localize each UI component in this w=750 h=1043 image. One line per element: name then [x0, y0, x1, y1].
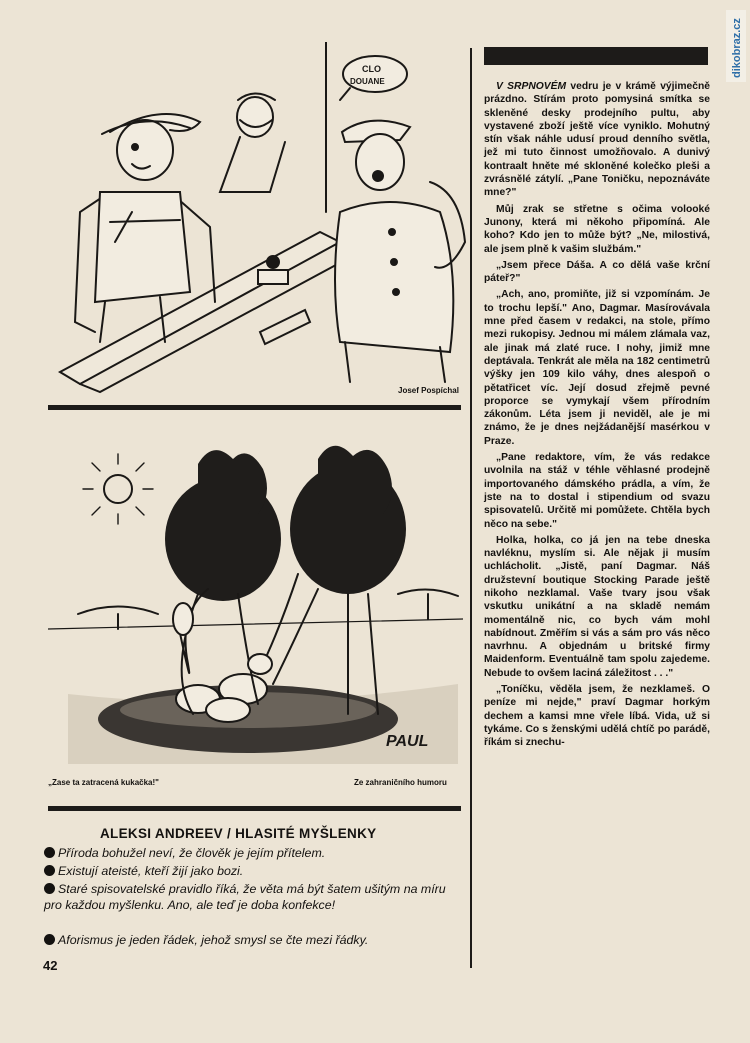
- aphorism-3: Staré spisovatelské pravidlo říká, že věta má být šatem ušitým na míru pro každou myšlenku. Ano, ale teď je doba konfekce!: [44, 882, 446, 912]
- aphorisms-divider: [48, 806, 461, 811]
- column-divider: [470, 48, 472, 968]
- story-column: [484, 80, 710, 753]
- aphorism-4: Aforismus je jeden řádek, jehož smysl se čte mezi řádky.: [44, 932, 462, 948]
- sign-text-clo: CLO: [362, 64, 381, 74]
- cartoon2-signature: PAUL: [386, 733, 429, 750]
- aphorism-1: Příroda bohužel neví, že člověk je jejím přítelem.: [44, 845, 462, 861]
- cartoon-customs: [40, 42, 468, 402]
- bullet-icon: [44, 847, 55, 858]
- page-number: 42: [43, 958, 58, 973]
- svg-text:dikobraz.cz: dikobraz.cz: [731, 18, 743, 78]
- bullet-icon: [44, 883, 55, 894]
- aphorism-2: Existují ateisté, kteří žijí jako bozi.: [44, 863, 462, 879]
- story-paragraph-7: „Toníčku, věděla jsem, že nezklameš. O peníze mi nejde," praví Dagmar horkým dechem a kamsi mne vřele líbá. Vida, už si tykáme. Co s ženskými udělá chtíč po parádě, říkám si znechu-: [484, 684, 710, 749]
- sign-text-douane: DOUANE: [350, 77, 385, 86]
- story-paragraph-5: „Pane redaktore, vím, že vás redakce uvolnila na stáž v téhle věhlasné prodejně importovaného dámského prádla, a vím, že jste na to dostal i stipendium od svazu spisovatelů. Určitě mi pomůžete. Chtěla bych něco na sebe.": [484, 452, 710, 530]
- cartoon2-caption: „Zase ta zatracená kukačka!": [48, 778, 159, 787]
- watermark: [726, 10, 746, 82]
- story-paragraph-3: „Jsem přece Dáša. A co dělá vaše krční páteř?": [484, 259, 710, 285]
- cartoon2-source: Ze zahraničního humoru: [354, 778, 447, 787]
- bullet-icon: [44, 934, 55, 945]
- aphorisms-title: ALEKSI ANDREEV / HLASITÉ MYŠLENKY: [100, 826, 377, 841]
- story-paragraph-2: Můj zrak se střetne s očima volooké Junony, která mi někoho připomíná. Ale koho? Kdo jen to může být? „Ne, milostivá, ale jsem plně k vašim službám.": [484, 203, 710, 255]
- story-lead: V SRPNOVÉM: [496, 81, 567, 92]
- story-paragraph-6: Holka, holka, co já jen na tebe dneska navléknu, myslím si. Ale nějak ji musím uchlácholit. „Jistě, paní Dagmar. Náš družstevní boutique Stocking Parade ještě nikoho nezklamal. Vaše tvary jsou však vskutku unikátní a na skladě nemám momentálně nic, co bych vám mohl nabídnout. Změřím si vás a sám pro vás něco navrhnu. A objednám u britské firmy Maidenform. Eventuálně tam spolu zajedeme. Nebude to ovšem laciná záležitost . . .": [484, 534, 710, 679]
- header-bar: [484, 47, 708, 65]
- story-paragraph-4: „Ach, ano, promiňte, již si vzpomínám. Je to trochu lepší." Ano, Dagmar. Masírovávala mne před časem v redakci, na stole, přímo mezi rukopisy. Jednou mi málem zlámala vaz, ale jinak má zlaté ruce. I nohy, jimiž mne deptávala. Tenkrát ale měla na 182 centimetrů výšky jen 109 kilo váhy, dnes alespoň o pětatřicet víc. Její dosud zřejmě pevné proporce se vymykají všem přírodním zákonům. Léta jsem ji neviděl, ale je mi známo, že je dnes nejžádanější masérkou v Praze.: [484, 289, 710, 447]
- cartoon1-credit: Josef Pospíchal: [398, 386, 459, 395]
- cartoon-divider: [48, 405, 461, 410]
- cartoon-ostriches: [48, 414, 463, 764]
- story-paragraph-1: V SRPNOVÉM vedru je v krámě výjimečně prázdno. Stírám proto pomysiná smítka se skleněné desky prodejního pultu, aby vystavené zboží ještě více vyniklo. Mohutný stín však náhle udusí proud denního světla, jež mi tuto činnost umožňovalo. A dunivý kontraalt hněte mé skloněné kolečko pleši a zvrásnělé zátylí. „Pane Toničku, nepoznáváte mne?": [484, 81, 710, 199]
- bullet-icon: [44, 865, 55, 876]
